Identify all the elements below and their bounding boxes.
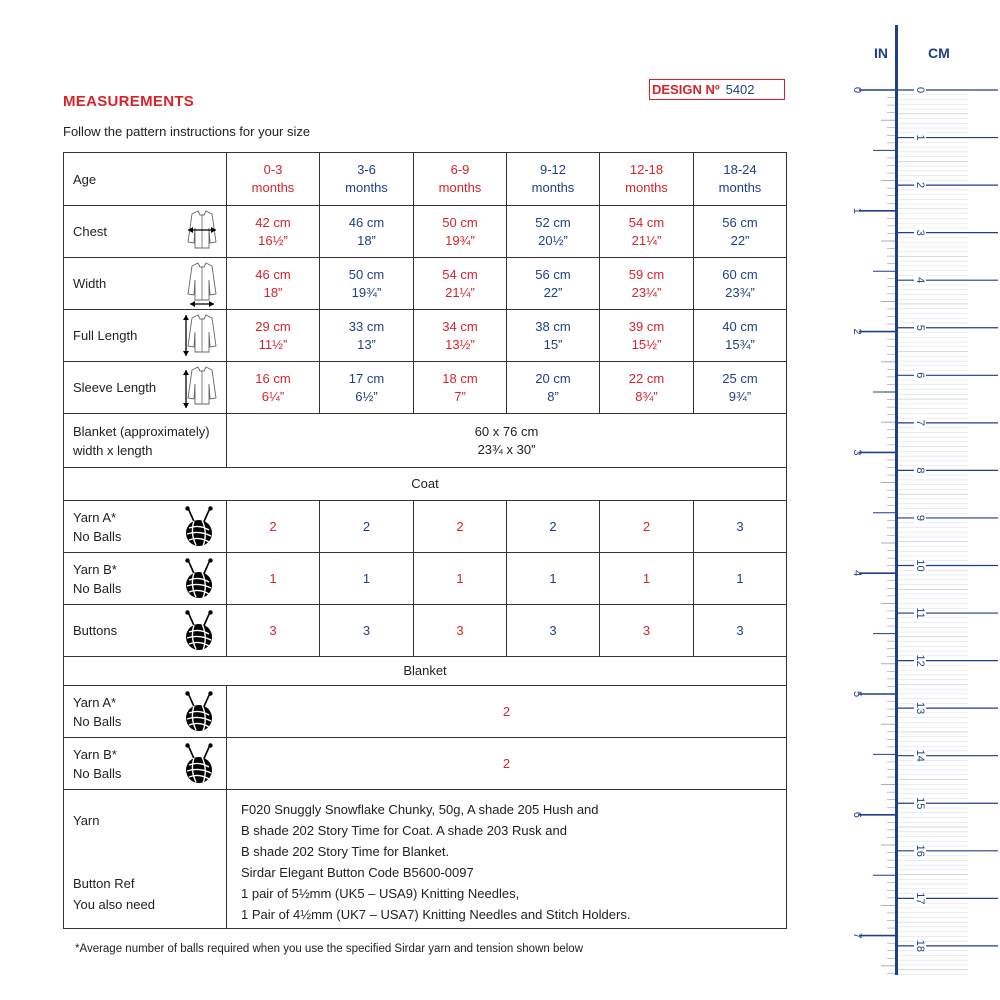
- blanket-size-value: [227, 414, 787, 468]
- value-in: 22”: [730, 232, 750, 248]
- measurement-cell: [694, 206, 787, 258]
- ball-count-cell: 3: [694, 501, 787, 553]
- measurement-cell: [694, 258, 787, 310]
- ruler-cm-number: 11: [914, 607, 926, 619]
- blanket-ball-count: 2: [227, 686, 787, 738]
- ball-count-cell: 1: [507, 553, 600, 605]
- ball-count-cell: 1: [600, 553, 694, 605]
- ruler-cm-number: 2: [914, 182, 926, 189]
- footnote: *Average number of balls required when you use the specified Sirdar yarn and tension shown below: [75, 943, 584, 955]
- yarn-label-line1: Yarn B*: [73, 746, 117, 762]
- design-label: DESIGN Nº: [652, 82, 720, 97]
- size-range: 3-6: [357, 162, 376, 177]
- measurement-name: Chest: [73, 224, 107, 239]
- measurement-row: [64, 362, 787, 414]
- ball-count-cell: 1: [227, 553, 320, 605]
- value-in: 15½”: [631, 336, 662, 352]
- also-need-line: 1 Pair of 4½mm (UK7 – USA7) Knitting Needles and Stitch Holders.: [241, 907, 631, 922]
- value-in: 13½”: [445, 336, 475, 352]
- size-unit: months: [531, 180, 575, 195]
- ruler-inch-number: 0: [851, 86, 863, 94]
- ruler-cm-label: CM: [928, 45, 950, 61]
- ruler-cm-number: 5: [914, 324, 926, 331]
- yarn-label-line1: Yarn A*: [73, 694, 117, 710]
- size-range: 6-9: [450, 162, 470, 177]
- ball-count-cell: 2: [600, 501, 694, 553]
- value-in: 23¼”: [631, 284, 662, 300]
- length-diagram-icon: [180, 312, 220, 360]
- yarn-label: [64, 738, 227, 790]
- ball-count-cell: 3: [507, 605, 600, 657]
- coat-section-header: Coat: [64, 468, 787, 501]
- ball-count-cell: 3: [320, 605, 414, 657]
- ruler-inch-number: 3: [851, 449, 863, 456]
- value-cm: 17 cm: [348, 370, 385, 386]
- blanket-section-row: [64, 657, 787, 686]
- value-in: 13”: [357, 336, 376, 352]
- ruler-inch-number: 4: [851, 570, 863, 577]
- age-row: [64, 153, 787, 206]
- yarn-label-line2: No Balls: [73, 765, 122, 781]
- age-label: Age: [64, 153, 227, 206]
- measurement-cell: [227, 362, 320, 414]
- yarn-info-line: B shade 202 Story Time for Coat. A shade 203 Rusk and: [241, 823, 567, 838]
- blanket-size-cm: 60 x 76 cm: [474, 423, 539, 439]
- also-need-line: 1 pair of 5½mm (UK5 – USA9) Knitting Needles,: [241, 886, 520, 901]
- value-in: 22”: [543, 284, 563, 300]
- size-header: [694, 153, 787, 206]
- ball-count-cell: 1: [320, 553, 414, 605]
- measurement-cell: [414, 258, 507, 310]
- ruler-inch-number: 5: [851, 690, 863, 698]
- yarn-ball-icon: [182, 506, 216, 548]
- ball-count-cell: 2: [227, 501, 320, 553]
- measurement-name: Sleeve Length: [73, 380, 157, 395]
- measurement-name: Full Length: [73, 328, 138, 343]
- yarn-label-line1: Yarn B*: [73, 561, 117, 577]
- measurement-cell: [600, 362, 694, 414]
- measurement-cell: [414, 310, 507, 362]
- measurement-cell: [600, 310, 694, 362]
- measurement-row: [64, 206, 787, 258]
- measurement-cell: [414, 206, 507, 258]
- value-cm: 33 cm: [348, 318, 385, 334]
- measurement-row: [64, 258, 787, 310]
- ruler-bar: [895, 25, 898, 975]
- value-in: 7”: [454, 388, 466, 404]
- subheading: Follow the pattern instructions for your size: [63, 124, 311, 139]
- measurement-label: [64, 362, 227, 414]
- ruler-cm-number: 6: [914, 372, 926, 379]
- yarn-label-line2: No Balls: [73, 580, 122, 596]
- design-number: 5402: [725, 82, 755, 97]
- size-header: [600, 153, 694, 206]
- value-in: 6½”: [355, 388, 378, 404]
- blanket-yarn-row: [64, 686, 787, 738]
- value-cm: 56 cm: [535, 266, 571, 282]
- size-unit: months: [438, 180, 482, 195]
- value-in: 15¾”: [725, 336, 755, 352]
- yarn-label: [64, 553, 227, 605]
- value-in: 20½”: [538, 232, 568, 248]
- measurement-cell: [507, 206, 600, 258]
- blanket-size-in: 23¾ x 30”: [477, 441, 536, 457]
- measurement-cell: [694, 362, 787, 414]
- value-cm: 40 cm: [722, 318, 758, 334]
- value-cm: 22 cm: [628, 370, 665, 386]
- value-cm: 54 cm: [442, 266, 478, 282]
- measurement-label: [64, 258, 227, 310]
- yarn-label-line2: No Balls: [73, 528, 122, 544]
- size-header: [320, 153, 414, 206]
- ruler-cm-number: 12: [914, 654, 926, 667]
- value-in: 9¾”: [728, 388, 752, 404]
- ball-count-cell: 3: [414, 605, 507, 657]
- value-in: 18”: [263, 284, 283, 300]
- ruler-cm-number: 10: [914, 559, 926, 572]
- blanket-ball-count: 2: [227, 738, 787, 790]
- value-in: 6¼”: [261, 388, 285, 404]
- value-cm: 52 cm: [535, 214, 571, 230]
- value-cm: 18 cm: [442, 370, 478, 386]
- ruler-cm-number: 15: [914, 797, 926, 810]
- size-unit: months: [625, 180, 668, 195]
- measurement-cell: [600, 258, 694, 310]
- measurements-table: [63, 152, 787, 929]
- measurement-label: [64, 206, 227, 258]
- yarn-info-line: F020 Snuggly Snowflake Chunky, 50g, A shade 205 Hush and: [241, 802, 599, 817]
- width-diagram-icon: [180, 260, 220, 308]
- value-cm: 54 cm: [628, 214, 665, 230]
- measurement-cell: [227, 258, 320, 310]
- blanket-label-line2: width x length: [73, 442, 153, 458]
- ruler-cm-number: 18: [914, 939, 926, 953]
- value-cm: 34 cm: [442, 318, 478, 334]
- yarn-row: [64, 605, 787, 657]
- yarn-label-line2: No Balls: [73, 713, 122, 729]
- measurement-cell: [320, 206, 414, 258]
- measurement-cell: [694, 310, 787, 362]
- yarn-row: [64, 553, 787, 605]
- size-unit: months: [251, 180, 295, 195]
- ruler-inch-number: 7: [851, 932, 863, 939]
- size-header: [227, 153, 320, 206]
- value-in: 11½”: [258, 336, 288, 352]
- yarn-label: [64, 501, 227, 553]
- ruler-in-label: IN: [874, 45, 888, 61]
- yarn-ball-icon: [182, 558, 216, 600]
- value-cm: 46 cm: [255, 266, 291, 282]
- ball-count-cell: 3: [227, 605, 320, 657]
- size-range: 0-3: [263, 162, 283, 177]
- yarn-ball-icon: [182, 743, 216, 785]
- size-unit: months: [345, 180, 388, 195]
- value-in: 19¾”: [351, 284, 382, 300]
- page-title: MEASUREMENTS: [63, 93, 195, 110]
- value-in: 21¼”: [445, 284, 475, 300]
- ruler-inch-number: 6: [851, 811, 863, 818]
- value-in: 16½”: [258, 232, 288, 248]
- materials-details: [227, 790, 787, 929]
- coat-section-row: [64, 468, 787, 501]
- chest-diagram-icon: [180, 208, 220, 256]
- measurement-label: [64, 310, 227, 362]
- ball-count-cell: 1: [414, 553, 507, 605]
- ruler-cm-number: 16: [914, 844, 926, 857]
- value-in: 15”: [543, 336, 563, 352]
- yarn-label: [64, 605, 227, 657]
- ball-count-cell: 2: [507, 501, 600, 553]
- ball-count-cell: 3: [600, 605, 694, 657]
- size-range: 18-24: [723, 162, 757, 177]
- blanket-yarn-row: [64, 738, 787, 790]
- ball-count-cell: 1: [694, 553, 787, 605]
- yarn-info-label: Yarn: [73, 812, 100, 828]
- materials-labels: [64, 790, 227, 929]
- measurement-cell: [227, 310, 320, 362]
- ruler-cm-number: 8: [914, 467, 926, 474]
- measuring-ruler: [830, 0, 1000, 1000]
- ruler-cm-number: 17: [914, 892, 926, 905]
- value-in: 8”: [547, 388, 559, 404]
- measurement-cell: [414, 362, 507, 414]
- materials-row: [64, 790, 787, 929]
- value-cm: 16 cm: [255, 370, 291, 386]
- blanket-size-label: [64, 414, 227, 468]
- button-ref-label: Button Ref: [73, 875, 135, 891]
- ruler-cm-number: 0: [914, 86, 926, 94]
- ruler-cm-number: 4: [914, 277, 926, 284]
- ball-count-cell: 2: [414, 501, 507, 553]
- yarn-label-line1: Buttons: [73, 623, 118, 638]
- measurement-cell: [227, 206, 320, 258]
- measurement-cell: [507, 310, 600, 362]
- sleeve-diagram-icon: [180, 364, 220, 412]
- blanket-size-row: [64, 414, 787, 468]
- yarn-row: [64, 501, 787, 553]
- value-cm: 50 cm: [442, 214, 478, 230]
- ball-count-cell: 2: [320, 501, 414, 553]
- value-cm: 39 cm: [628, 318, 665, 334]
- also-need-label: You also need: [73, 896, 155, 912]
- measurement-name: Width: [73, 276, 107, 291]
- measurement-cell: [600, 206, 694, 258]
- ruler-cm-number: 1: [914, 134, 926, 141]
- size-range: 12-18: [629, 162, 664, 177]
- blanket-label-line1: Blanket (approximately): [73, 423, 210, 439]
- yarn-ball-icon: [182, 610, 216, 652]
- measurement-cell: [507, 258, 600, 310]
- measurement-cell: [320, 310, 414, 362]
- ruler-cm-number: 7: [914, 419, 926, 426]
- value-in: 18”: [357, 232, 376, 248]
- value-cm: 59 cm: [628, 266, 665, 282]
- measurement-cell: [320, 258, 414, 310]
- yarn-label: [64, 686, 227, 738]
- value-cm: 50 cm: [348, 266, 385, 282]
- value-in: 21¼”: [631, 232, 662, 248]
- yarn-info-line: B shade 202 Story Time for Blanket.: [241, 844, 450, 859]
- value-cm: 29 cm: [255, 318, 291, 334]
- size-header: [414, 153, 507, 206]
- ruler-cm-number: 13: [914, 702, 926, 715]
- yarn-ball-icon: [182, 691, 216, 733]
- value-cm: 20 cm: [535, 370, 571, 386]
- ball-count-cell: 3: [694, 605, 787, 657]
- ruler-cm-number: 3: [914, 229, 926, 236]
- value-cm: 38 cm: [535, 318, 571, 334]
- value-cm: 46 cm: [348, 214, 385, 230]
- value-cm: 42 cm: [255, 214, 291, 230]
- ruler-inch-number: 1: [851, 207, 863, 214]
- measurement-cell: [507, 362, 600, 414]
- ruler-inch-number: 2: [851, 328, 863, 335]
- value-in: 23¾”: [725, 284, 755, 300]
- design-number-box: [649, 79, 785, 100]
- measurement-cell: [320, 362, 414, 414]
- yarn-label-line1: Yarn A*: [73, 509, 117, 525]
- value-in: 19¾”: [445, 232, 475, 248]
- measurement-row: [64, 310, 787, 362]
- size-unit: months: [718, 180, 762, 195]
- value-cm: 60 cm: [722, 266, 758, 282]
- value-cm: 25 cm: [722, 370, 758, 386]
- value-cm: 56 cm: [722, 214, 758, 230]
- blanket-section-header: Blanket: [64, 657, 787, 686]
- size-range: 9-12: [539, 162, 567, 177]
- value-in: 8¾”: [635, 388, 658, 404]
- ruler-cm-number: 9: [914, 514, 926, 522]
- size-header: [507, 153, 600, 206]
- button-ref-text: Sirdar Elegant Button Code B5600-0097: [241, 865, 474, 880]
- ruler-cm-number: 14: [914, 749, 926, 762]
